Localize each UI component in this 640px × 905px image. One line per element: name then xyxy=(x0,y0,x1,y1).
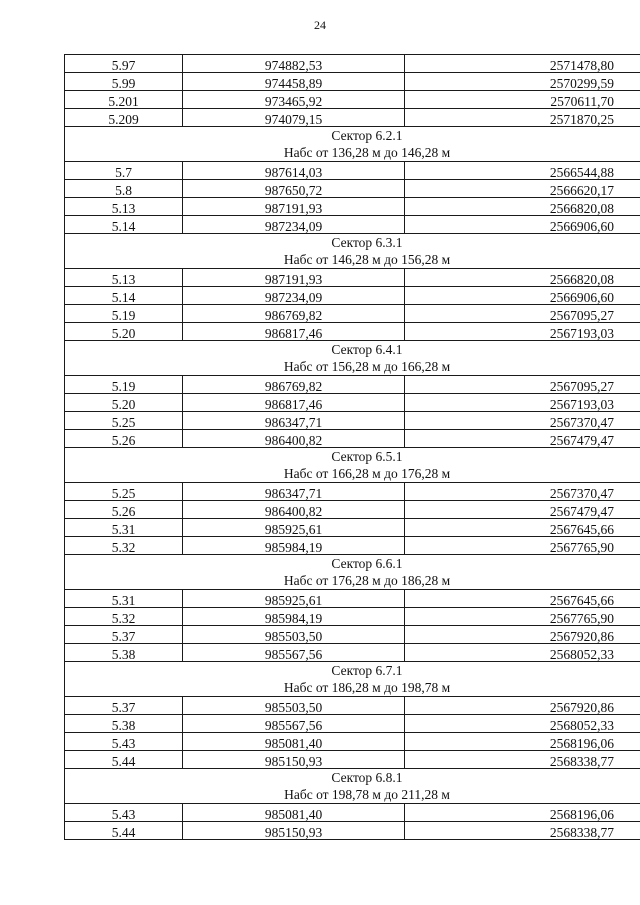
x-coordinate-cell: 985081,40 xyxy=(183,804,405,822)
sector-title: Сектор 6.5.1 xyxy=(331,449,403,464)
y-coordinate-cell: 2568196,06 xyxy=(405,804,640,822)
table-row xyxy=(65,751,640,769)
x-coordinate-cell: 986400,82 xyxy=(183,501,405,519)
point-id-cell: 5.19 xyxy=(65,305,183,323)
y-coordinate-cell: 2567765,90 xyxy=(405,608,640,626)
y-coordinate-cell: 2568052,33 xyxy=(405,644,640,662)
table-row xyxy=(65,715,640,733)
x-coordinate-cell: 986347,71 xyxy=(183,483,405,501)
y-coordinate-cell: 2570611,70 xyxy=(405,91,640,109)
sector-header xyxy=(65,341,640,376)
x-coordinate-cell: 974882,53 xyxy=(183,55,405,73)
sector-header xyxy=(65,555,640,590)
y-coordinate-cell: 2571870,25 xyxy=(405,109,640,127)
point-id-cell: 5.8 xyxy=(65,180,183,198)
point-id-cell: 5.43 xyxy=(65,733,183,751)
page-number: 24 xyxy=(314,18,326,32)
x-coordinate-cell: 986769,82 xyxy=(183,376,405,394)
point-id-cell: 5.14 xyxy=(65,287,183,305)
point-id-cell: 5.26 xyxy=(65,501,183,519)
table-row xyxy=(65,198,640,216)
table-row xyxy=(65,109,640,127)
point-id-cell: 5.25 xyxy=(65,412,183,430)
table-row xyxy=(65,162,640,180)
point-id-cell: 5.43 xyxy=(65,804,183,822)
table-row xyxy=(65,626,640,644)
y-coordinate-cell: 2567095,27 xyxy=(405,305,640,323)
sector-title: Сектор 6.7.1 xyxy=(331,663,403,678)
point-id-cell: 5.38 xyxy=(65,715,183,733)
sector-header-row xyxy=(65,448,640,483)
x-coordinate-cell: 985984,19 xyxy=(183,608,405,626)
sector-title: Сектор 6.3.1 xyxy=(331,235,403,250)
y-coordinate-cell: 2567479,47 xyxy=(405,501,640,519)
sector-header xyxy=(65,448,640,483)
y-coordinate-cell: 2567479,47 xyxy=(405,430,640,448)
point-id-cell: 5.38 xyxy=(65,644,183,662)
point-id-cell: 5.26 xyxy=(65,430,183,448)
y-coordinate-cell: 2567370,47 xyxy=(405,483,640,501)
x-coordinate-cell: 974079,15 xyxy=(183,109,405,127)
x-coordinate-cell: 973465,92 xyxy=(183,91,405,109)
table-row xyxy=(65,501,640,519)
y-coordinate-cell: 2567193,03 xyxy=(405,394,640,412)
point-id-cell: 5.99 xyxy=(65,73,183,91)
y-coordinate-cell: 2567645,66 xyxy=(405,519,640,537)
sector-height-range: Набс от 166,28 м до 176,28 м xyxy=(283,466,451,481)
sector-height-range: Набс от 156,28 м до 166,28 м xyxy=(283,359,451,374)
x-coordinate-cell: 985984,19 xyxy=(183,537,405,555)
point-id-cell: 5.97 xyxy=(65,55,183,73)
x-coordinate-cell: 985925,61 xyxy=(183,590,405,608)
y-coordinate-cell: 2568338,77 xyxy=(405,751,640,769)
y-coordinate-cell: 2567095,27 xyxy=(405,376,640,394)
y-coordinate-cell: 2567765,90 xyxy=(405,537,640,555)
table-row xyxy=(65,697,640,715)
x-coordinate-cell: 985150,93 xyxy=(183,751,405,769)
x-coordinate-cell: 987191,93 xyxy=(183,269,405,287)
y-coordinate-cell: 2567645,66 xyxy=(405,590,640,608)
sector-height-range: Набс от 146,28 м до 156,28 м xyxy=(283,252,451,267)
sector-header xyxy=(65,234,640,269)
coordinates-table-body xyxy=(65,55,640,840)
x-coordinate-cell: 974458,89 xyxy=(183,73,405,91)
point-id-cell: 5.44 xyxy=(65,822,183,840)
x-coordinate-cell: 987650,72 xyxy=(183,180,405,198)
table-row xyxy=(65,430,640,448)
x-coordinate-cell: 987614,03 xyxy=(183,162,405,180)
sector-header xyxy=(65,769,640,804)
table-row xyxy=(65,590,640,608)
sector-header-row xyxy=(65,769,640,804)
y-coordinate-cell: 2567920,86 xyxy=(405,697,640,715)
table-row xyxy=(65,376,640,394)
point-id-cell: 5.13 xyxy=(65,198,183,216)
y-coordinate-cell: 2566906,60 xyxy=(405,216,640,234)
sector-height-range: Набс от 198,78 м до 211,28 м xyxy=(284,787,450,802)
sector-height-range: Набс от 176,28 м до 186,28 м xyxy=(283,573,451,588)
table-row xyxy=(65,804,640,822)
table-row xyxy=(65,180,640,198)
table-row xyxy=(65,269,640,287)
y-coordinate-cell: 2566544,88 xyxy=(405,162,640,180)
y-coordinate-cell: 2566820,08 xyxy=(405,198,640,216)
table-row xyxy=(65,608,640,626)
table-row xyxy=(65,644,640,662)
point-id-cell: 5.25 xyxy=(65,483,183,501)
point-id-cell: 5.19 xyxy=(65,376,183,394)
x-coordinate-cell: 985925,61 xyxy=(183,519,405,537)
y-coordinate-cell: 2568196,06 xyxy=(405,733,640,751)
x-coordinate-cell: 987191,93 xyxy=(183,198,405,216)
sector-title: Сектор 6.4.1 xyxy=(331,342,403,357)
sector-header xyxy=(65,127,640,162)
table-row xyxy=(65,822,640,840)
y-coordinate-cell: 2567920,86 xyxy=(405,626,640,644)
point-id-cell: 5.13 xyxy=(65,269,183,287)
x-coordinate-cell: 986769,82 xyxy=(183,305,405,323)
y-coordinate-cell: 2566620,17 xyxy=(405,180,640,198)
point-id-cell: 5.201 xyxy=(65,91,183,109)
y-coordinate-cell: 2566906,60 xyxy=(405,287,640,305)
sector-title: Сектор 6.6.1 xyxy=(331,556,403,571)
x-coordinate-cell: 986400,82 xyxy=(183,430,405,448)
sector-height-range: Набс от 186,28 м до 198,78 м xyxy=(283,680,451,695)
table-row xyxy=(65,519,640,537)
table-row xyxy=(65,733,640,751)
point-id-cell: 5.7 xyxy=(65,162,183,180)
sector-header-row xyxy=(65,662,640,697)
x-coordinate-cell: 986817,46 xyxy=(183,323,405,341)
x-coordinate-cell: 987234,09 xyxy=(183,287,405,305)
table-row xyxy=(65,287,640,305)
table-row xyxy=(65,73,640,91)
y-coordinate-cell: 2567193,03 xyxy=(405,323,640,341)
point-id-cell: 5.32 xyxy=(65,537,183,555)
y-coordinate-cell: 2566820,08 xyxy=(405,269,640,287)
sector-title: Сектор 6.2.1 xyxy=(331,128,403,143)
table-row xyxy=(65,55,640,73)
point-id-cell: 5.20 xyxy=(65,323,183,341)
table-row xyxy=(65,394,640,412)
sector-title: Сектор 6.8.1 xyxy=(331,770,403,785)
sector-height-range: Набс от 136,28 м до 146,28 м xyxy=(283,145,451,160)
table-row xyxy=(65,91,640,109)
y-coordinate-cell: 2567370,47 xyxy=(405,412,640,430)
coordinates-table xyxy=(64,54,640,840)
x-coordinate-cell: 985081,40 xyxy=(183,733,405,751)
point-id-cell: 5.44 xyxy=(65,751,183,769)
table-row xyxy=(65,537,640,555)
sector-header xyxy=(65,662,640,697)
point-id-cell: 5.31 xyxy=(65,590,183,608)
point-id-cell: 5.37 xyxy=(65,626,183,644)
table-row xyxy=(65,323,640,341)
table-row xyxy=(65,412,640,430)
x-coordinate-cell: 986347,71 xyxy=(183,412,405,430)
y-coordinate-cell: 2568052,33 xyxy=(405,715,640,733)
x-coordinate-cell: 985567,56 xyxy=(183,644,405,662)
x-coordinate-cell: 985150,93 xyxy=(183,822,405,840)
sector-header-row xyxy=(65,127,640,162)
table-row xyxy=(65,216,640,234)
x-coordinate-cell: 985503,50 xyxy=(183,697,405,715)
point-id-cell: 5.209 xyxy=(65,109,183,127)
y-coordinate-cell: 2571478,80 xyxy=(405,55,640,73)
x-coordinate-cell: 985567,56 xyxy=(183,715,405,733)
sector-header-row xyxy=(65,234,640,269)
point-id-cell: 5.14 xyxy=(65,216,183,234)
table-row xyxy=(65,483,640,501)
point-id-cell: 5.31 xyxy=(65,519,183,537)
x-coordinate-cell: 985503,50 xyxy=(183,626,405,644)
point-id-cell: 5.37 xyxy=(65,697,183,715)
y-coordinate-cell: 2570299,59 xyxy=(405,73,640,91)
y-coordinate-cell: 2568338,77 xyxy=(405,822,640,840)
x-coordinate-cell: 986817,46 xyxy=(183,394,405,412)
point-id-cell: 5.32 xyxy=(65,608,183,626)
point-id-cell: 5.20 xyxy=(65,394,183,412)
table-row xyxy=(65,305,640,323)
sector-header-row xyxy=(65,555,640,590)
sector-header-row xyxy=(65,341,640,376)
x-coordinate-cell: 987234,09 xyxy=(183,216,405,234)
